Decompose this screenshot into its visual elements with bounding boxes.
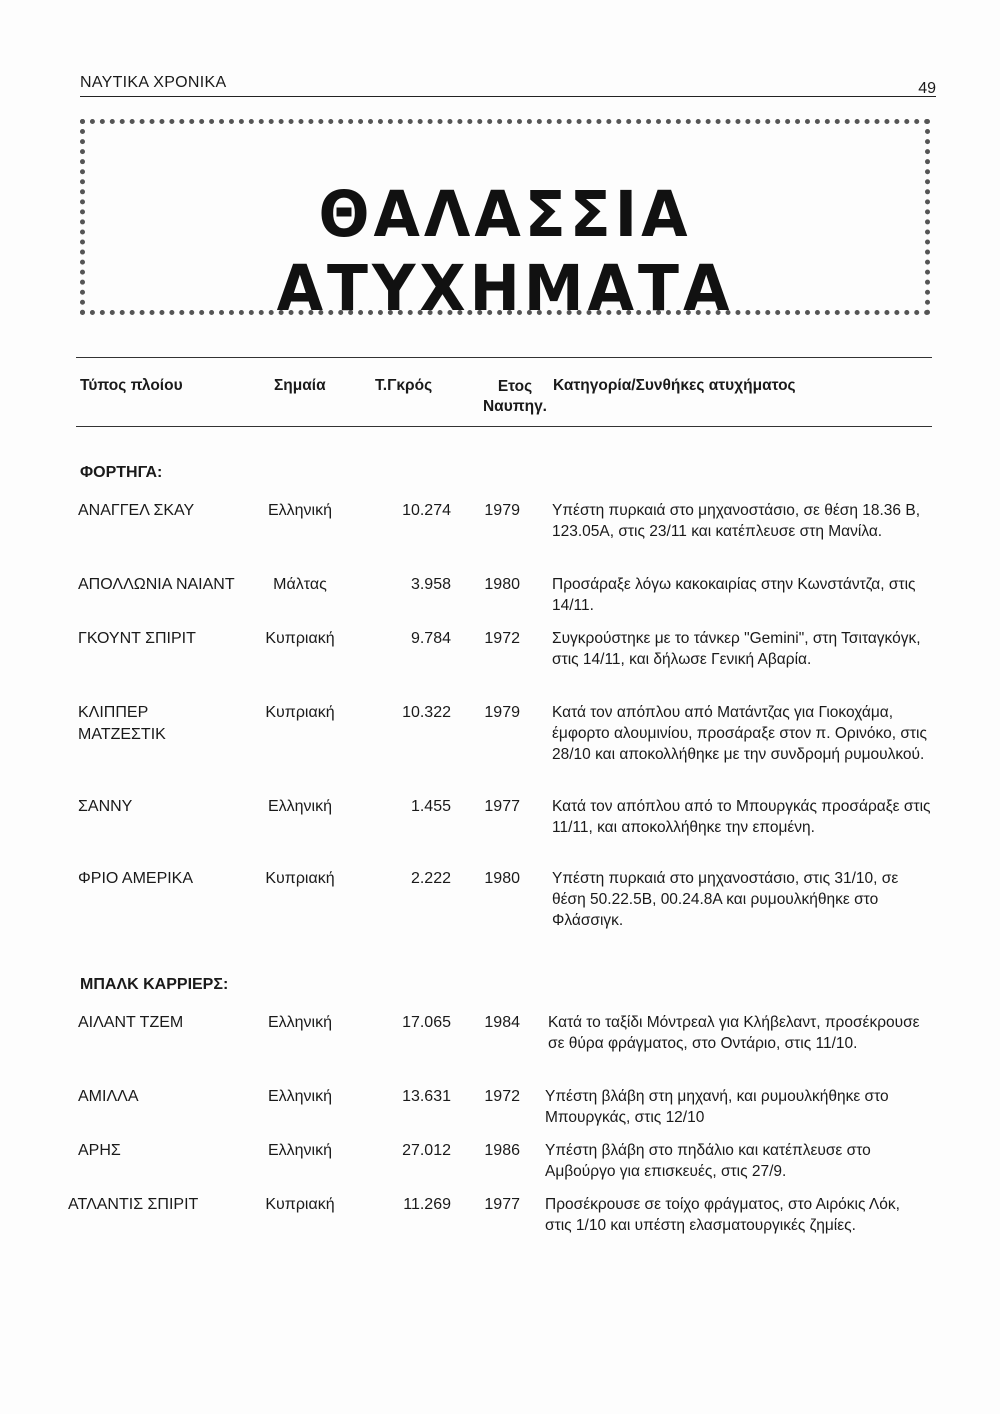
ship-year: 1972: [484, 1088, 520, 1105]
ship-flag: Ελληνική: [267, 798, 333, 815]
accident-description: Υπέστη πυρκαιά στο μηχανοστάσιο, σε θέση 18.36 Β, 123.05Α, στις 23/11 και κατέπλευσε στη Μανίλα.: [552, 502, 920, 540]
ship-grt: 11.269: [403, 1196, 451, 1213]
running-header: [80, 74, 936, 97]
col-header-type: Τύπος πλοίου: [80, 377, 183, 394]
ship-name: ΑΜΙΛΛΑ: [78, 1088, 139, 1105]
ship-name: ΑΡΗΣ: [78, 1142, 121, 1159]
ship-flag: Ελληνική: [267, 1014, 333, 1031]
ship-year: 1977: [484, 798, 520, 815]
ship-grt: 3.958: [410, 576, 451, 593]
ship-year: 1979: [484, 502, 520, 519]
publication-title: ΝΑΥΤΙΚΑ ΧΡΟΝΙΚΑ: [80, 74, 227, 91]
ship-flag: Κυπριακή: [265, 1196, 335, 1213]
page-number: 49: [918, 80, 936, 97]
ship-grt: 10.274: [402, 502, 451, 519]
ship-name: ΑΙΛΑΝΤ ΤΖΕΜ: [78, 1014, 184, 1031]
table-header: [76, 357, 932, 427]
ship-name: ΣΑΝΝΥ: [78, 798, 133, 815]
accident-description: Προσέκρουσε σε τοίχο φράγματος, στο Αιρόκις Λόκ, στις 1/10 και υπέστη ελασματουργικές ζημίες.: [545, 1196, 900, 1234]
ship-year: 1986: [484, 1142, 520, 1159]
ship-grt: 17.065: [402, 1014, 451, 1031]
section-title: ΜΠΑΛΚ ΚΑΡΡΙΕΡΣ:: [80, 976, 229, 993]
ship-name: ΑΠΟΛΛΩΝΙΑ ΝΑΙΑΝΤ: [78, 576, 235, 593]
accident-description: Συγκρούστηκε με το τάνκερ "Gemini", στη Τσιταγκόγκ, στις 14/11, και δήλωσε Γενική Αβαρία.: [552, 630, 921, 668]
accident-description: Προσάραξε λόγω κακοκαιρίας στην Κωνστάντζα, στις 14/11.: [552, 576, 916, 614]
ship-grt: 10.322: [402, 704, 451, 721]
accident-description: Κατά το ταξίδι Μόντρεαλ για Κλήβελαντ, προσέκρουσε σε θύρα φράγματος, στο Οντάριο, στις 11/10.: [548, 1014, 920, 1052]
ship-grt: 13.631: [402, 1088, 451, 1105]
ship-name: ΑΝΑΓΓΕΛ ΣΚΑΥ: [78, 502, 195, 519]
col-header-year-line2: Ναυπηγ.: [482, 398, 547, 415]
section-title: ΦΟΡΤΗΓΑ:: [80, 464, 163, 481]
ship-year: 1984: [484, 1014, 520, 1031]
accident-description: Κατά τον απόπλου από το Μπουργκάς προσάραξε στις 11/11, και αποκολλήθηκε την επομένη.: [552, 798, 931, 836]
col-header-year-line1: Ετος: [497, 378, 533, 395]
ship-flag: Κυπριακή: [265, 704, 335, 721]
accident-description: Υπέστη βλάβη στη μηχανή, και ρυμουλκήθηκε στο Μπουργκάς, στις 12/10: [545, 1088, 889, 1126]
title-banner: [80, 119, 930, 326]
ship-year: 1980: [484, 576, 520, 593]
ship-year: 1979: [484, 704, 520, 721]
ship-grt: 1.455: [410, 798, 451, 815]
ship-name: ΦΡΙΟ ΑΜΕΡΙΚΑ: [78, 870, 194, 887]
ship-year: 1972: [484, 630, 520, 647]
col-header-year: [470, 377, 560, 417]
ship-flag: Μάλτας: [273, 576, 327, 593]
accident-description: Υπέστη πυρκαιά στο μηχανοστάσιο, στις 31/10, σε θέση 50.22.5Β, 00.24.8Α και ρυμουλκήθηκε στο Φλάσσιγκ.: [552, 870, 899, 929]
ship-flag: Κυπριακή: [265, 870, 335, 887]
col-header-category: Κατηγορία/Συνθήκες ατυχήματος: [553, 377, 796, 394]
ship-year: 1980: [484, 870, 520, 887]
ship-name: ΓΚΟΥΝΤ ΣΠΙΡΙΤ: [78, 630, 196, 647]
ship-year: 1977: [484, 1196, 520, 1213]
ship-name: ΑΤΛΑΝΤΙΣ ΣΠΙΡΙΤ: [68, 1196, 199, 1213]
ship-flag: Ελληνική: [267, 1088, 333, 1105]
ship-grt: 9.784: [410, 630, 451, 647]
ship-grt: 27.012: [402, 1142, 451, 1159]
accident-description: Υπέστη βλάβη στο πηδάλιο και κατέπλευσε στο Αμβούργο για επισκευές, στις 27/9.: [545, 1142, 871, 1180]
ship-grt: 2.222: [410, 870, 451, 887]
accident-description: Κατά τον απόπλου από Ματάντζας για Γιοκοχάμα, έμφορτο αλουμινίου, προσάραξε στον π. Ορινόκο, στις 28/10 και αποκολλήθηκε με την συνδρομή ρυμουλκού.: [552, 704, 927, 763]
page-title: ΘΑΛΑΣΣΙΑ ΑΤΥΧΗΜΑΤΑ: [276, 178, 734, 326]
ship-flag: Ελληνική: [267, 1142, 333, 1159]
ship-name: ΚΛΙΠΠΕΡ ΜΑΤΖΕΣΤΙΚ: [78, 704, 166, 743]
ship-flag: Κυπριακή: [265, 630, 335, 647]
col-header-grt: Τ.Γκρός: [375, 377, 433, 394]
col-header-flag: Σημαία: [274, 377, 326, 394]
ship-flag: Ελληνική: [267, 502, 333, 519]
